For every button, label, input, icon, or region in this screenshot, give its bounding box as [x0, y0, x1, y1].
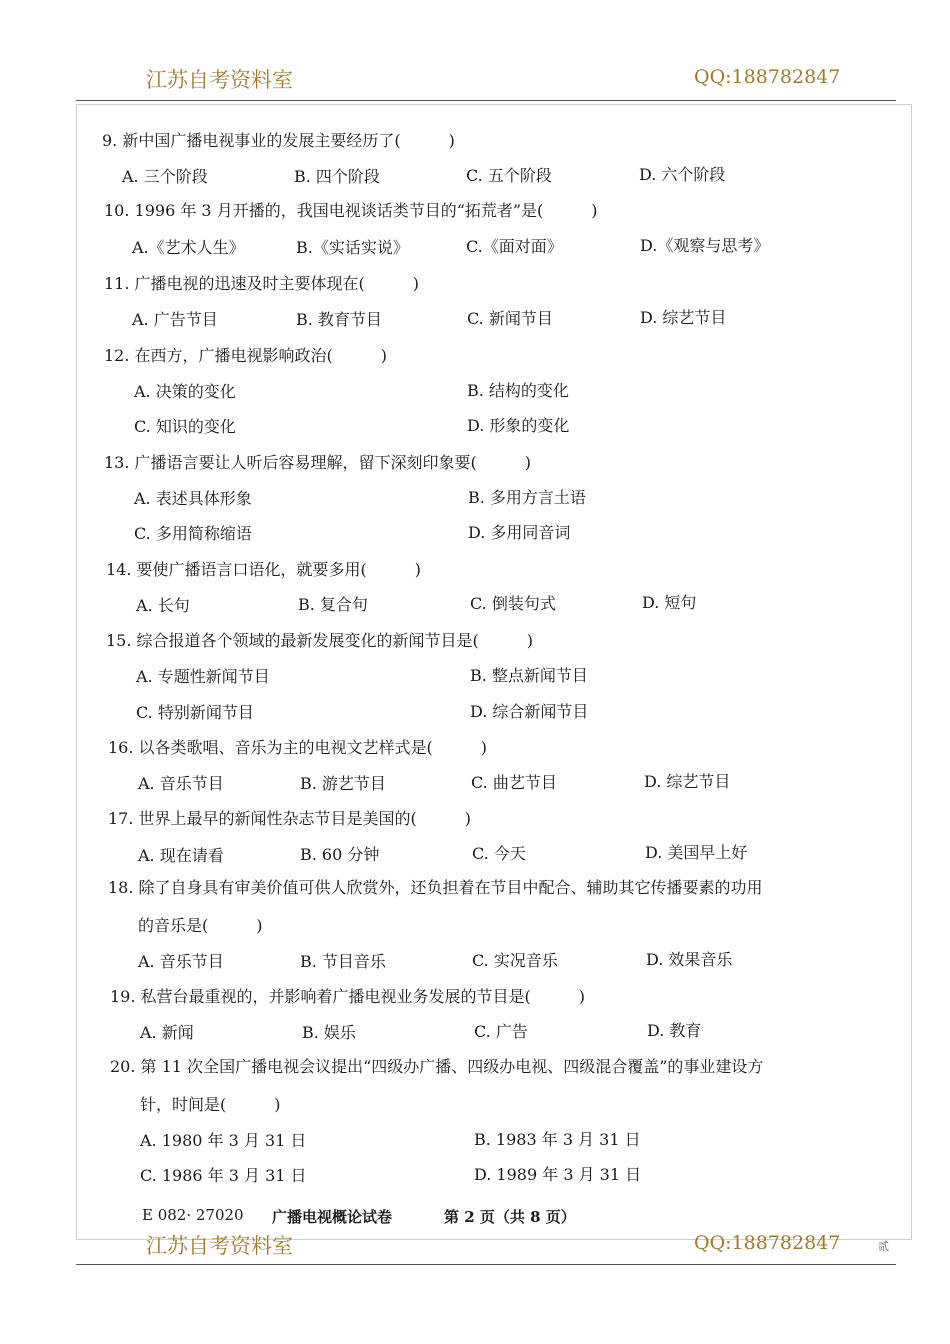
question-17: 17. 世界上最早的新闻性杂志节目是美国的( ): [108, 809, 472, 828]
option: D. 教育: [647, 1021, 702, 1040]
option: B. 教育节目: [296, 310, 382, 329]
header-qq: QQ:188782847: [694, 66, 841, 88]
question-13: 13. 广播语言要让人听后容易理解，留下深刻印象要( ): [104, 453, 532, 472]
question-20: 20. 第 11 次全国广播电视会议提出“四级办广播、四级办电视、四级混合覆盖”的事业建设方: [110, 1057, 764, 1076]
option: B. 60 分钟: [300, 845, 380, 864]
option: C. 1986 年 3 月 31 日: [140, 1166, 307, 1185]
option: C. 特别新闻节目: [136, 703, 254, 722]
option: B.《实话实说》: [296, 238, 409, 257]
option: C. 实况音乐: [472, 951, 558, 970]
option: C. 广告: [474, 1022, 528, 1041]
option: B. 结构的变化: [467, 381, 569, 400]
question-16: 16. 以各类歌唱、音乐为主的电视文艺样式是( ): [108, 738, 488, 757]
option: D. 六个阶段: [639, 165, 726, 184]
header-site-name: 江苏自考资料室: [146, 68, 293, 92]
question-9: 9. 新中国广播电视事业的发展主要经历了( ): [102, 131, 455, 150]
option: D. 形象的变化: [467, 416, 570, 435]
option: B. 多用方言土语: [468, 488, 586, 507]
option: A. 长句: [136, 596, 190, 615]
option: C. 多用简称缩语: [134, 524, 252, 543]
option: D. 短句: [642, 593, 697, 612]
question-10: 10. 1996 年 3 月开播的，我国电视谈话类节目的“拓荒者”是( ): [104, 201, 598, 220]
option: C. 五个阶段: [466, 166, 552, 185]
option: C.《面对面》: [466, 237, 563, 256]
option: B. 复合句: [298, 595, 368, 614]
option: A.《艺术人生》: [132, 238, 245, 257]
option: B. 四个阶段: [294, 167, 380, 186]
option: B. 整点新闻节目: [470, 666, 588, 685]
option: B. 娱乐: [302, 1023, 356, 1042]
option: D. 综合新闻节目: [470, 702, 589, 721]
option: A. 音乐节目: [138, 774, 224, 793]
option: A. 表述具体形象: [134, 489, 252, 508]
option: C. 知识的变化: [134, 417, 236, 436]
question-15: 15. 综合报道各个领域的最新发展变化的新闻节目是( ): [106, 631, 534, 650]
question-12: 12. 在西方，广播电视影响政治( ): [104, 346, 388, 365]
option: A. 1980 年 3 月 31 日: [140, 1131, 307, 1150]
option: B. 游艺节目: [300, 774, 386, 793]
footer-page-number: 第 2 页（共 8 页）: [444, 1208, 576, 1226]
option: A. 现在请看: [138, 846, 224, 865]
corner-mark: 贰: [878, 1240, 889, 1253]
bottom-site-name: 江苏自考资料室: [146, 1234, 293, 1258]
option: C. 今天: [472, 844, 526, 863]
option: D. 综艺节目: [640, 308, 727, 327]
option: D. 综艺节目: [644, 772, 731, 791]
bottom-qq: QQ:188782847: [694, 1232, 841, 1254]
option: D. 美国早上好: [645, 843, 748, 862]
question-20-continued: 针，时间是( ): [140, 1095, 281, 1114]
bottom-divider: [76, 1264, 896, 1265]
header-divider: [76, 100, 896, 101]
option: C. 曲艺节目: [471, 773, 557, 792]
option: A. 广告节目: [132, 310, 218, 329]
option: D.《观察与思考》: [640, 236, 770, 255]
option: A. 新闻: [140, 1023, 194, 1042]
question-18: 18. 除了自身具有审美价值可供人欣赏外，还负担着在节目中配合、辅助其它传播要素的功用: [108, 878, 763, 897]
option: A. 三个阶段: [122, 167, 208, 186]
question-19: 19. 私营台最重视的，并影响着广播电视业务发展的节目是( ): [110, 987, 586, 1006]
question-11: 11. 广播电视的迅速及时主要体现在( ): [104, 274, 420, 293]
option: B. 1983 年 3 月 31 日: [474, 1130, 641, 1149]
option: D. 多用同音词: [468, 523, 571, 542]
option: C. 新闻节目: [467, 309, 553, 328]
option: D. 1989 年 3 月 31 日: [474, 1165, 642, 1184]
option: C. 倒装句式: [470, 594, 556, 613]
footer-code: E 082· 27020: [142, 1206, 244, 1224]
option: B. 节目音乐: [300, 952, 386, 971]
option: A. 决策的变化: [134, 382, 236, 401]
option: A. 专题性新闻节目: [136, 667, 270, 686]
option: A. 音乐节目: [138, 952, 224, 971]
option: D. 效果音乐: [646, 950, 733, 969]
question-14: 14. 要使广播语言口语化，就要多用( ): [106, 560, 422, 579]
question-18-continued: 的音乐是( ): [138, 916, 263, 935]
footer-title: 广播电视概论试卷: [272, 1208, 393, 1226]
